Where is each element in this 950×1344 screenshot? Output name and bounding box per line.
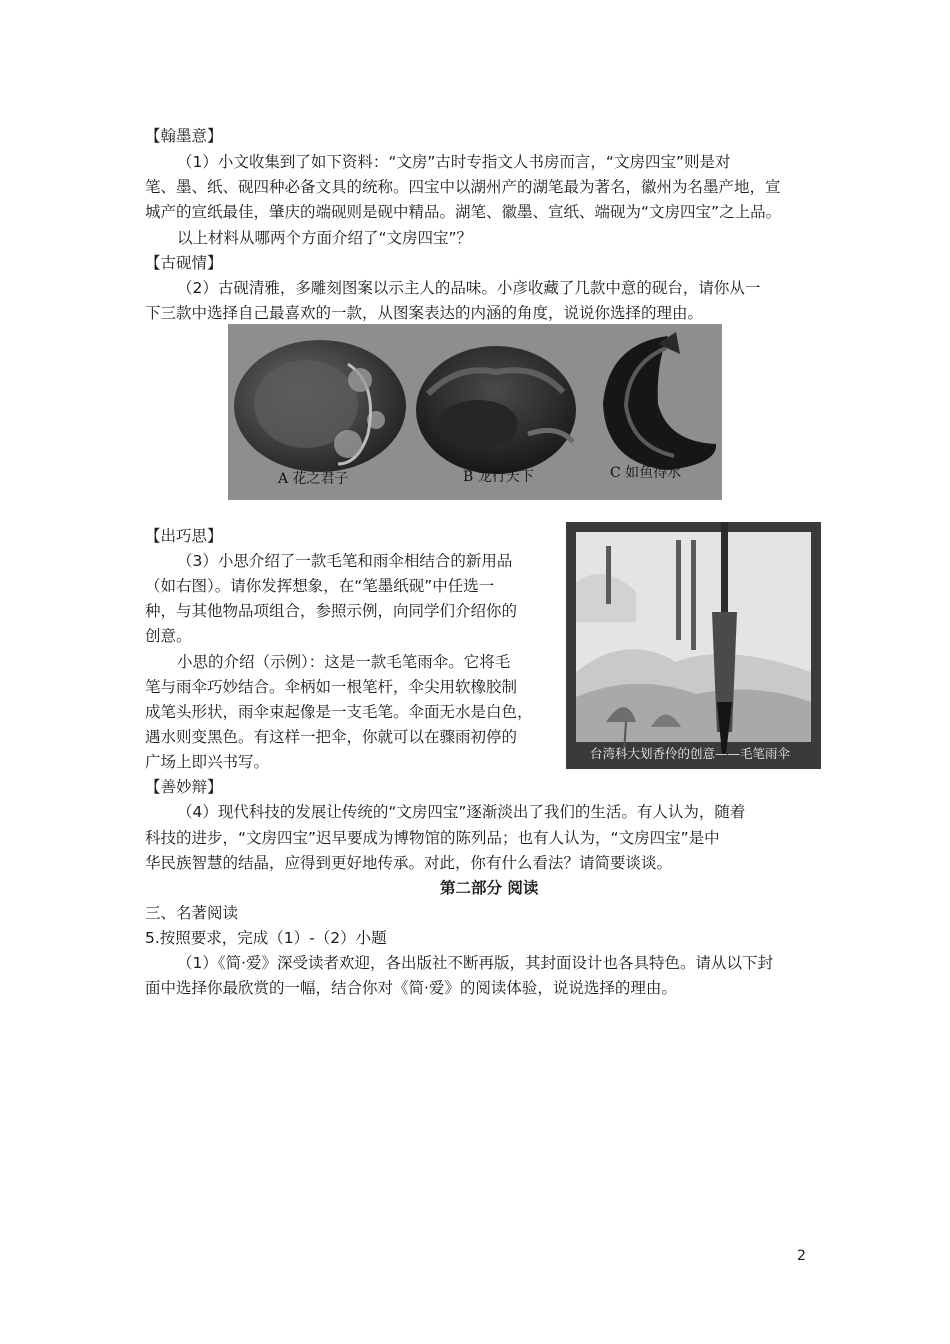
question-3-line: （3）小思介绍了一款毛笔和雨伞相结合的新用品 xyxy=(177,552,513,570)
part-2-title: 第二部分 阅读 xyxy=(440,879,539,897)
question-3-line: 种，与其他物品项组合，参照示例，向同学们介绍你的 xyxy=(145,602,518,620)
inkstone-caption-a: A 花之君子 xyxy=(278,471,349,487)
inkstones-photo xyxy=(228,324,722,500)
brush-umbrella-illustration xyxy=(566,522,821,769)
example-line: 遇水则变黑色。有这样一把伞，你就可以在骤雨初停的 xyxy=(145,728,518,746)
inkstone-b xyxy=(416,346,576,474)
inkstone-caption-c: C 如鱼得水 xyxy=(610,465,682,481)
question-5-1-line: （1）《简·爱》深受读者欢迎，各出版社不断再版，其封面设计也各具特色。请从以下封 xyxy=(177,954,774,972)
question-1-line: （1）小文收集到了如下资料：“文房”古时专指文人书房而言，“文房四宝”则是对 xyxy=(177,153,731,171)
page-number: 2 xyxy=(797,1248,806,1264)
question-2-line: （2）古砚清雅，多雕刻图案以示主人的品味。小彦收藏了几款中意的砚台，请你从一 xyxy=(177,279,761,297)
section-title-mingzhu: 三、名著阅读 xyxy=(145,904,239,922)
section-heading-guyanqing: 【古砚情】 xyxy=(145,254,223,272)
brush-umbrella-photo xyxy=(566,522,821,769)
question-4-line: （4）现代科技的发展让传统的“文房四宝”逐渐淡出了我们的生活。有人认为，随着 xyxy=(177,803,746,821)
example-line: 笔与雨伞巧妙结合。伞柄如一根笔杆，伞尖用软橡胶制 xyxy=(145,678,518,696)
inkstone-a xyxy=(234,340,406,472)
question-4-line: 华民族智慧的结晶，应得到更好地传承。对此，你有什么看法？请简要谈谈。 xyxy=(145,854,673,872)
section-heading-chuqiaosi: 【出巧思】 xyxy=(145,527,223,545)
question-5-heading: 5.按照要求，完成（1）-（2）小题 xyxy=(145,929,387,947)
question-1-line: 城产的宣纸最佳，肇庆的端砚则是砚中精品。湖笔、徽墨、宣纸、端砚为“文房四宝”之上品。 xyxy=(145,203,782,221)
brush-umbrella-caption: 台湾科大划香伶的创意——毛笔雨伞 xyxy=(590,746,791,761)
question-4-line: 科技的进步，“文房四宝”迟早要成为博物馆的陈列品；也有人认为，“文房四宝”是中 xyxy=(145,829,720,847)
example-line: 广场上即兴书写。 xyxy=(145,753,270,771)
question-5-1-line: 面中选择你最欣赏的一幅，结合你对《简·爱》的阅读体验，说说选择的理由。 xyxy=(145,979,677,997)
question-1-line: 笔、墨、纸、砚四种必备文具的统称。四宝中以湖州产的湖笔最为著名，徽州为名墨产地，宣 xyxy=(145,178,781,196)
section-heading-shanmiaobian: 【善妙辩】 xyxy=(145,778,223,796)
example-line: 成笔头形状，雨伞束起像是一支毛笔。伞面无水是白色， xyxy=(145,703,533,721)
inkstone-caption-b: B 龙行天下 xyxy=(463,469,534,485)
example-line: 小思的介绍（示例）：这是一款毛笔雨伞。它将毛 xyxy=(177,653,511,671)
question-3-line: 创意。 xyxy=(145,627,192,645)
question-2-line: 下三款中选择自己最喜欢的一款，从图案表达的内涵的角度，说说你选择的理由。 xyxy=(145,304,704,322)
question-1-line: 以上材料从哪两个方面介绍了“文房四宝”？ xyxy=(177,229,473,247)
question-3-line: （如右图）。请你发挥想象，在“笔墨纸砚”中任选一 xyxy=(145,577,495,595)
section-heading-hanmoyi: 【翰墨意】 xyxy=(145,127,223,145)
